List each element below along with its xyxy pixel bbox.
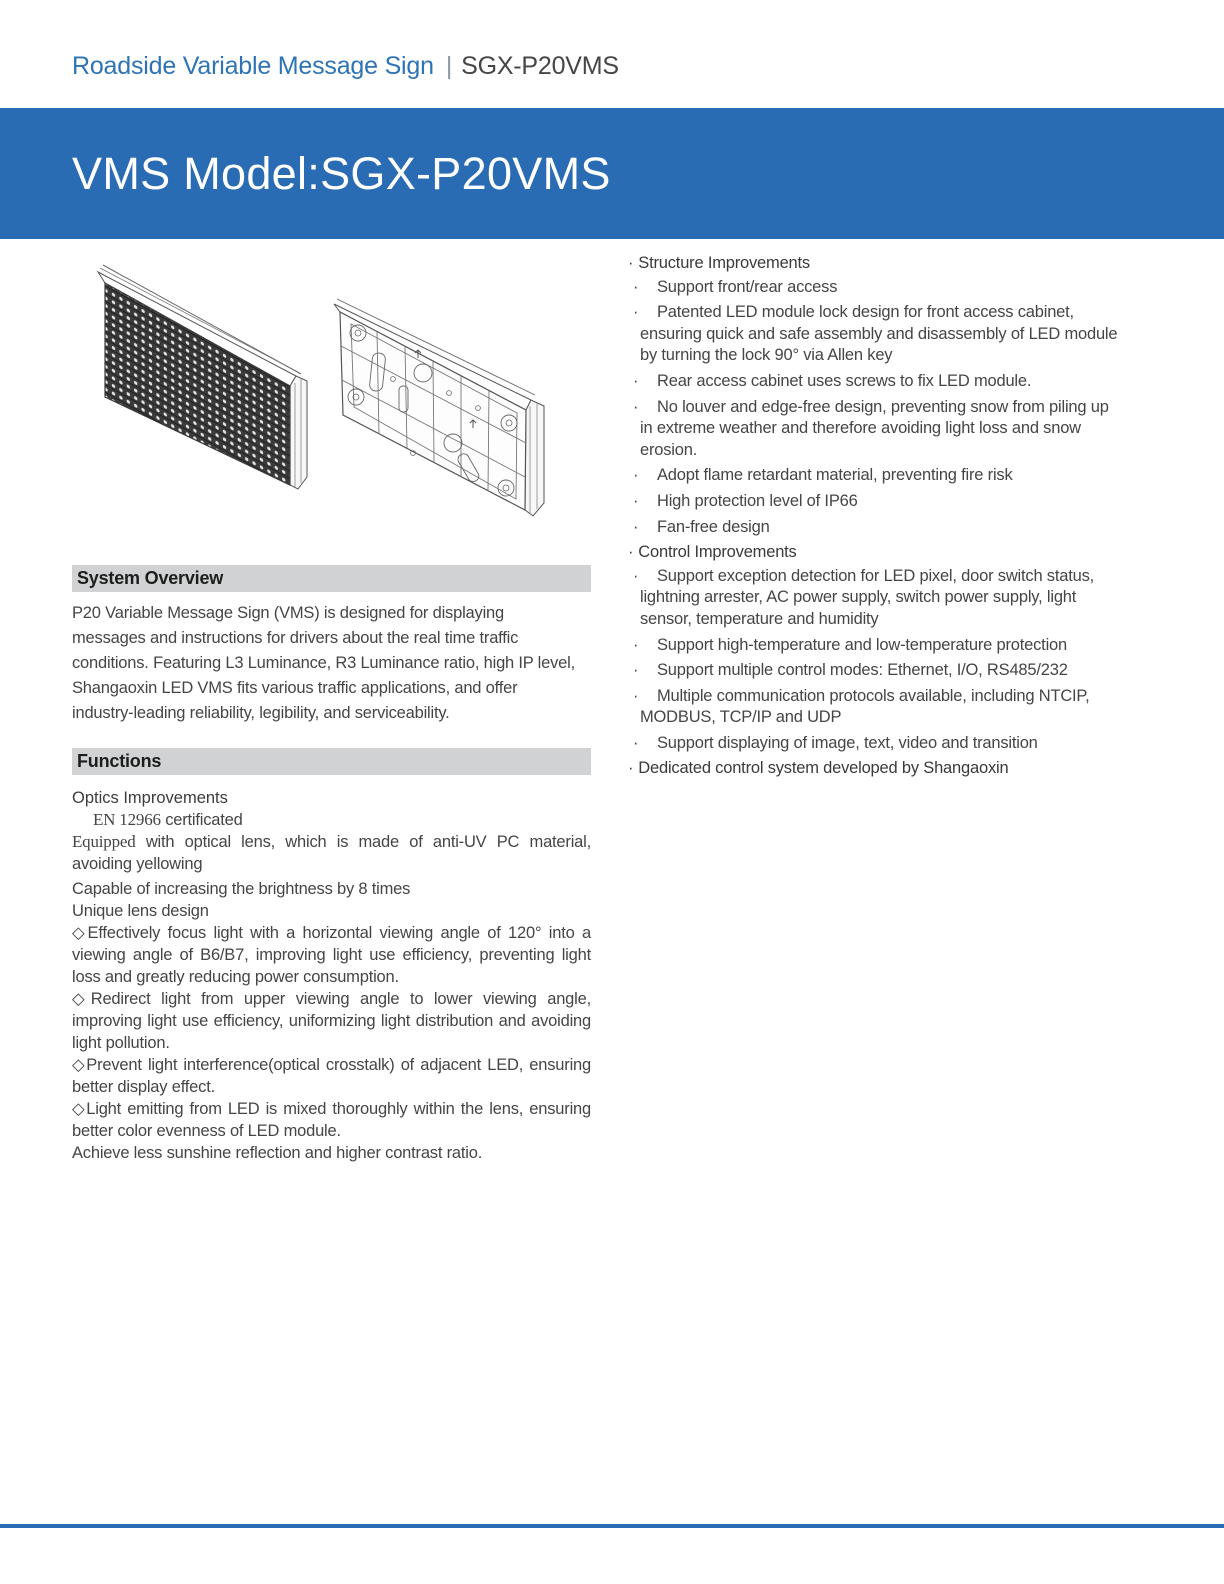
item-bullet-dot: · [633,635,639,654]
section-bullet-dot: · [628,254,634,272]
improvement-item [633,371,1122,393]
item-bullet-dot: · [633,733,639,752]
improvement-item-text: Support high-temperature and low-temperature protection [657,635,1067,654]
text-run: with optical lens, which is made of anti-UV PC material, avoiding yellowing [72,833,591,873]
section-title-text: Dedicated control system developed by Shangaoxin [638,759,1009,778]
improvements-column [628,253,1122,782]
text-run: ◇Effectively focus light with a horizontal viewing angle of 120° into a viewing angle of B6/B7, improving light use efficiency, preventing light loss and greatly reducing power consumption. [72,924,591,986]
text-run: certificated [160,811,243,829]
functions-item [72,900,591,922]
improvement-item [633,491,1122,513]
functions-list [72,809,591,1164]
improvement-item-text: Multiple communication protocols available, including NTCIP, MODBUS, TCP/IP and UDP [640,686,1090,727]
item-bullet-dot: · [633,277,639,296]
functions-item [72,878,591,900]
functions-item [72,988,591,1054]
title-banner [0,108,1224,239]
improvement-item-text: Adopt flame retardant material, preventing fire risk [657,466,1013,485]
item-bullet-dot: · [633,686,639,705]
functions-item [72,1142,591,1164]
section-bullet-dot: · [628,543,634,562]
improvement-section-title [628,542,1122,564]
text-run: Capable of increasing the brightness by 8 times [72,880,411,898]
functions-heading: Functions [72,748,591,775]
text-run: ◇Prevent light interference(optical crosstalk) of adjacent LED, ensuring better display effect. [72,1056,591,1096]
improvement-section-title [628,253,1122,275]
improvement-item [633,302,1122,367]
improvement-item [633,465,1122,487]
improvement-item-text: Support displaying of image, text, video and transition [657,733,1038,752]
bottom-accent-rule [0,1524,1224,1528]
improvement-item [633,733,1122,755]
item-bullet-dot: · [633,303,639,322]
item-bullet-dot: · [633,397,639,416]
item-bullet-dot: · [633,566,639,585]
improvement-item-text: Support multiple control modes: Ethernet, I/O, RS485/232 [657,661,1068,680]
system-overview-heading: System Overview [72,565,591,592]
improvement-item [633,566,1122,631]
serif-text-run: Equipped [72,832,136,851]
improvement-section-footer [628,758,1122,780]
functions-item [72,1098,591,1142]
led-module-front-figure [95,258,313,494]
led-module-rear-figure [323,283,560,535]
improvement-item-text: Rear access cabinet uses screws to fix LED module. [657,371,1032,390]
improvement-item-text: Support front/rear access [657,277,838,296]
text-run: Unique lens design [72,902,209,920]
text-run: ◇Light emitting from LED is mixed thoroughly within the lens, ensuring better color evenness of LED module. [72,1100,591,1140]
item-bullet-dot: · [633,661,639,680]
section-title-text: Structure Improvements [638,254,810,272]
improvement-item-text: No louver and edge-free design, preventing snow from piling up in extreme weather and therefore avoiding light loss and snow erosion. [640,397,1109,459]
item-bullet-dot: · [633,371,639,390]
section-title-text: Control Improvements [638,543,797,562]
left-column [72,565,591,1164]
functions-item [72,831,591,875]
improvement-item-text: Fan-free design [657,517,770,536]
text-run: Achieve less sunshine reflection and higher contrast ratio. [72,1144,483,1162]
section-bullet-dot: · [628,759,634,778]
product-line-title: Roadside Variable Message Sign [72,52,434,80]
page-title: VMS Model:SGX-P20VMS [72,147,611,199]
functions-item [72,809,591,831]
improvement-item [633,660,1122,682]
header-separator: | [445,52,453,80]
functions-item [72,922,591,988]
item-bullet-dot: · [633,491,639,510]
improvement-item-text: Support exception detection for LED pixel, door switch status, lightning arrester, AC power supply, switch power supply, light sensor, temperature and humidity [640,566,1095,628]
improvement-item [633,686,1122,729]
header-model-code: SGX-P20VMS [461,52,619,80]
improvement-item-text: High protection level of IP66 [657,491,858,510]
item-bullet-dot: · [633,517,639,536]
functions-item [72,1054,591,1098]
text-run: ◇Redirect light from upper viewing angle to lower viewing angle, improving light use efficiency, uniformizing light distribution and avoiding light pollution. [72,990,591,1052]
improvement-item-text: Patented LED module lock design for front access cabinet, ensuring quick and safe assembly and disassembly of LED module by turning the lock 90° via Allen key [640,303,1118,365]
improvement-item [633,397,1122,462]
improvement-item [633,635,1122,657]
improvement-item [633,517,1122,539]
page-header [72,52,619,81]
improvement-item [633,277,1122,299]
system-overview-body: P20 Variable Message Sign (VMS) is designed for displaying messages and instructions for drivers about the real time traffic conditions. Featuring L3 Luminance, R3 Luminance ratio, high IP level, Shangaoxin LED VMS fits various traffic applications, and offer industry-leading reliability, legibility, and serviceability. [72,604,576,722]
item-bullet-dot: · [633,466,639,485]
optics-improvements-subheading: Optics Improvements [72,789,228,807]
serif-text-run: EN 12966 [93,810,161,829]
